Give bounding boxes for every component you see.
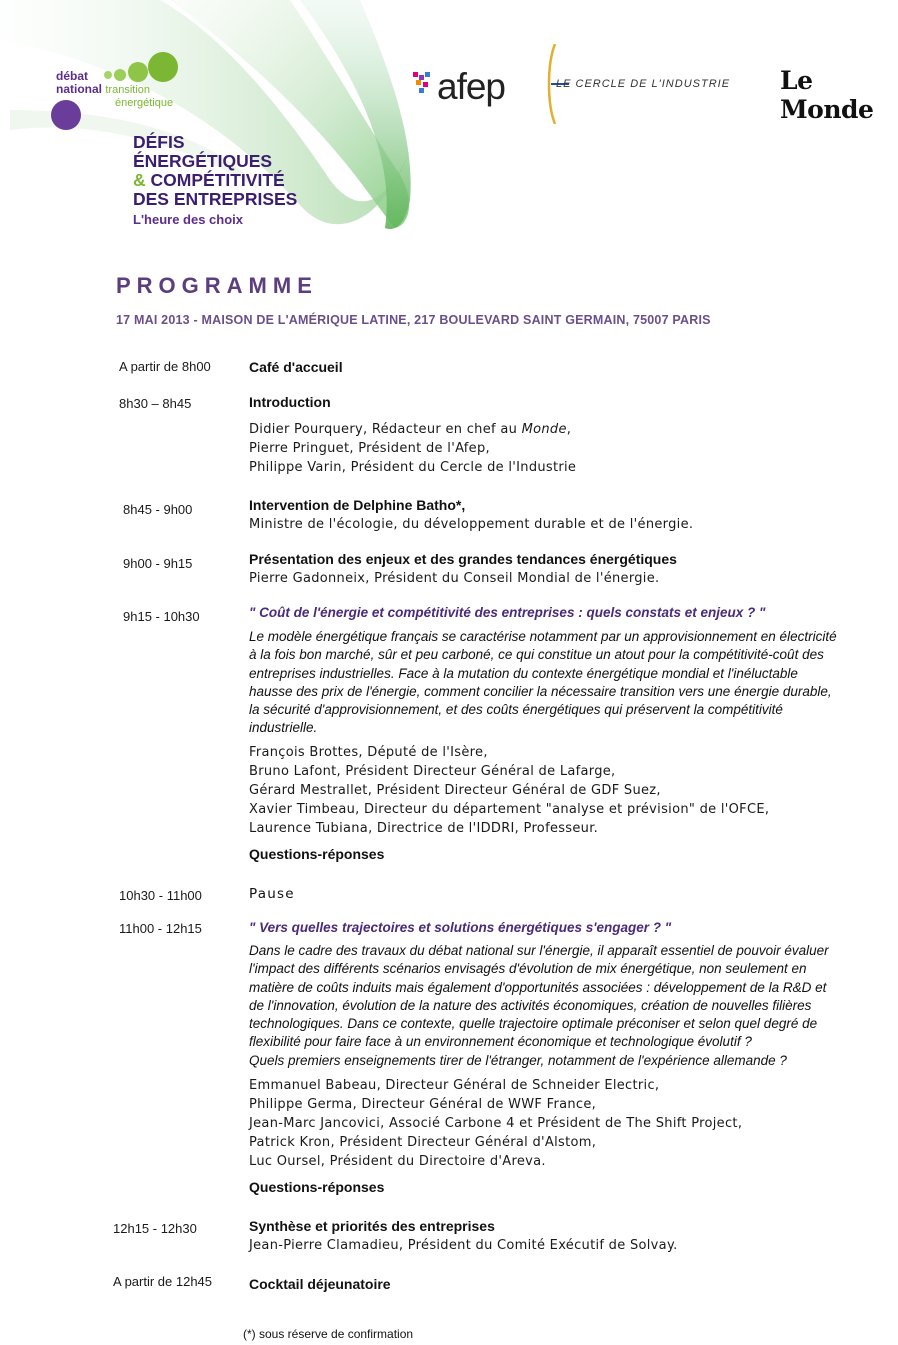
session-title: Café d'accueil [249,359,343,375]
time-slot: 12h15 - 12h30 [113,1221,197,1236]
speaker-line: Luc Oursel, Président du Directoire d'Areva. [249,1154,546,1169]
event-date-location: 17 MAI 2013 - MAISON DE L'AMÉRIQUE LATINE, 217 BOULEVARD SAINT GERMAIN, 75007 PARIS [116,313,711,327]
event-subtitle: L'heure des choix [133,212,244,227]
time-slot: 9h15 - 10h30 [123,609,200,624]
le-monde-logo: Le Monde [780,66,874,124]
session-title: Synthèse et priorités des entreprises [249,1218,495,1234]
speaker-line: Didier Pourquery, Rédacteur en chef au Monde, [249,422,572,437]
title-line-3: COMPÉTITIVITÉ [150,170,285,190]
session-title: Introduction [249,394,331,410]
session-title: Présentation des enjeux et des grandes tendances énergétiques [249,551,677,567]
title-line-1: DÉFIS [133,132,185,152]
speaker-line: Jean-Marc Jancovici, Associé Carbone 4 et Président de The Shift Project, [249,1116,743,1131]
round-table-question: " Coût de l'énergie et compétitivité des entreprises : quels constats et enjeux ? " [249,605,766,620]
session-title: Intervention de Delphine Batho*, [249,497,466,513]
logo-word-transition: transition [105,84,150,96]
programme-heading: PROGRAMME [116,273,318,298]
title-line-2: ÉNERGÉTIQUES [133,151,273,171]
speaker-line: François Brottes, Député de l'Isère, [249,745,488,760]
time-slot: A partir de 12h45 [113,1274,213,1289]
footnote: (*) sous réserve de confirmation [243,1327,414,1341]
afep-logo-mark [413,72,435,96]
speaker-line: Laurence Tubiana, Directrice de l'IDDRI, Professeur. [249,821,599,836]
speaker-line: Bruno Lafont, Président Directeur Général de Lafarge, [249,764,616,779]
logo-word-national: national [56,82,103,96]
speaker-line: Philippe Varin, Président du Cercle de l'Industrie [249,460,577,475]
speaker-line: Xavier Timbeau, Directeur du département "analyse et prévision" de l'OFCE, [249,802,770,817]
time-slot: 9h00 - 9h15 [123,556,193,571]
time-slot: A partir de 8h00 [119,359,211,374]
time-slot: 8h45 - 9h00 [123,502,193,517]
speaker-line: Patrick Kron, Président Directeur Général d'Alstom, [249,1135,597,1150]
speaker-line: Ministre de l'écologie, du développement durable et de l'énergie. [249,517,694,532]
speaker-line: Pierre Pringuet, Président de l'Afep, [249,441,490,456]
round-table-description: Le modèle énergétique français se caractérise notamment par un approvisionnement en électricité à la fois bon marché, sûr et peu carboné, ce qui constitue un atout pour la compétitivité-coût des entreprises industrielles. Face à la mutation du contexte énergétique mondial et l'inéluctable hausse des prix de l'énergie, comment concilier la nécessaire transition vers une énergie durable, la sécurité d'approvisionnement, et des coûts énergétiques qui préservent la compétitivité industrielle. [249,629,837,736]
round-table-question: " Vers quelles trajectoires et solutions énergétiques s'engager ? " [249,920,672,935]
title-ampersand: & [133,170,146,190]
title-line-4: DES ENTREPRISES [133,189,298,209]
time-slot: 11h00 - 12h15 [119,921,202,936]
logo-word-energetique: énergétique [115,97,174,109]
cercle-industrie-logo: LE CERCLE DE L'INDUSTRIE [556,78,731,90]
speaker-line: Gérard Mestrallet, Président Directeur Général de GDF Suez, [249,783,661,798]
time-slot: 10h30 - 11h00 [119,888,202,903]
session-title: Cocktail déjeunatoire [249,1276,391,1292]
speaker-line: Pierre Gadonneix, Président du Conseil Mondial de l'énergie. [249,571,660,586]
afep-logo: afep [437,66,506,107]
logo-word-debat: débat [56,69,89,83]
debat-national-logo [56,70,173,110]
newspaper-name: Monde [521,422,567,437]
pause-label: Pause [249,886,295,902]
speaker-line: Philippe Germa, Directeur Général de WWF France, [249,1097,597,1112]
time-slot: 8h30 – 8h45 [119,396,192,411]
questions-answers: Questions-réponses [249,1179,385,1195]
speaker-line: Emmanuel Babeau, Directeur Général de Schneider Electric, [249,1078,660,1093]
event-title [133,133,297,228]
round-table-description: Dans le cadre des travaux du débat national sur l'énergie, il apparaît essentiel de pouvoir évaluer l'impact des différents scénarios envisagés d'évolution de mix énergétique, non seulement en matière de coûts induits mais également d'opportunités associées : développement de la R&D et de l'innovation, évolution de la nature des activités économiques, création de nouvelles filières technologiques. Dans ce contexte, quelle trajectoire optimale préconiser et selon quel degré de flexibilité pour faire face à un environnement économique et technologique évolutif ? Quels premiers enseignements tirer de l'étranger, notamment de l'expérience allemande ? [249,943,829,1068]
speaker-line: Jean-Pierre Clamadieu, Président du Comité Exécutif de Solvay. [249,1238,678,1253]
questions-answers: Questions-réponses [249,846,385,862]
